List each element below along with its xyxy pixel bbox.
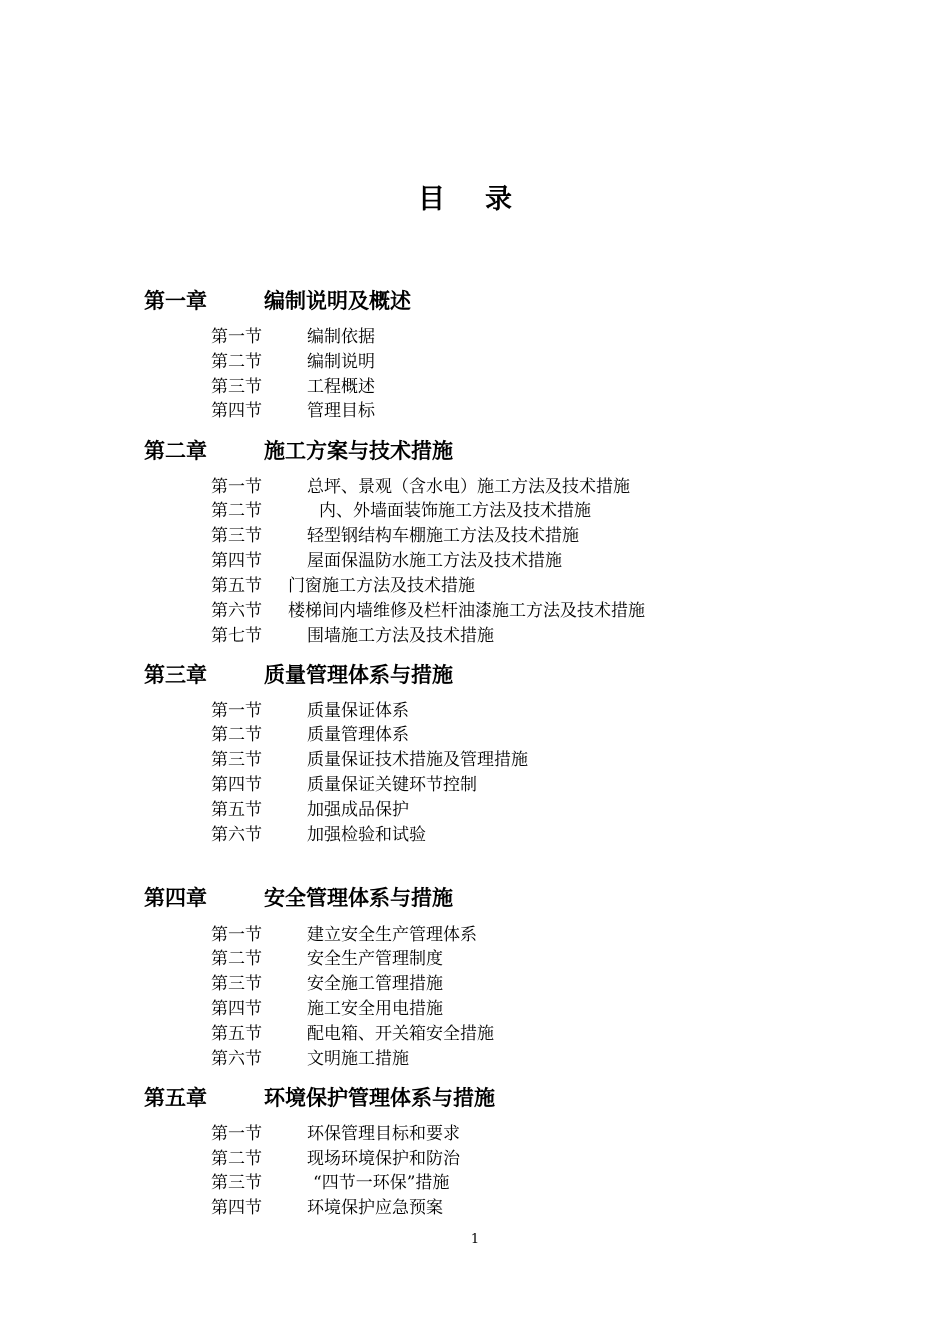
section-number: 第三节	[211, 526, 262, 546]
section-title: 环保管理目标和要求	[307, 1124, 460, 1144]
section-title: 安全施工管理措施	[307, 974, 443, 994]
toc-section[interactable]	[211, 624, 494, 648]
section-title: 内、外墙面装饰施工方法及技术措施	[319, 501, 591, 521]
section-title: 环境保护应急预案	[307, 1198, 443, 1218]
section-title: “四节一环保”措施	[313, 1173, 450, 1193]
section-title: 编制依据	[307, 327, 375, 347]
section-title: 质量保证关键环节控制	[307, 775, 477, 795]
section-title: 施工安全用电措施	[307, 999, 443, 1019]
section-title: 质量保证技术措施及管理措施	[307, 750, 528, 770]
toc-section[interactable]	[211, 549, 562, 573]
section-number: 第二节	[211, 1149, 262, 1169]
section-number: 第五节	[211, 576, 262, 596]
toc-section[interactable]	[211, 947, 443, 971]
toc-section[interactable]	[211, 1196, 443, 1220]
toc-section[interactable]	[211, 375, 375, 399]
section-title: 配电箱、开关箱安全措施	[307, 1024, 494, 1044]
toc-section[interactable]	[211, 1022, 494, 1046]
section-title: 工程概述	[307, 377, 375, 397]
toc-chapter-3[interactable]	[144, 660, 453, 690]
toc-section[interactable]	[211, 748, 528, 772]
toc-section[interactable]	[211, 1122, 460, 1146]
section-number: 第五节	[211, 800, 262, 820]
section-title: 轻型钢结构车棚施工方法及技术措施	[307, 526, 579, 546]
toc-section[interactable]	[211, 773, 477, 797]
toc-section[interactable]	[211, 723, 409, 747]
section-number: 第四节	[211, 999, 262, 1019]
toc-chapter-1[interactable]	[144, 286, 411, 316]
toc-section[interactable]	[211, 823, 426, 847]
section-title: 质量管理体系	[307, 725, 409, 745]
section-number: 第一节	[211, 477, 262, 497]
section-title: 管理目标	[307, 401, 375, 421]
section-number: 第三节	[211, 377, 262, 397]
section-number: 第三节	[211, 750, 262, 770]
toc-chapter-5[interactable]	[144, 1083, 495, 1113]
toc-section[interactable]	[211, 325, 375, 349]
chapter-number: 第五章	[144, 1086, 207, 1110]
section-number: 第二节	[211, 949, 262, 969]
section-title: 加强成品保护	[307, 800, 409, 820]
toc-section[interactable]	[211, 399, 375, 423]
toc-section[interactable]	[211, 499, 591, 523]
chapter-number: 第四章	[144, 886, 207, 910]
chapter-title: 施工方案与技术措施	[264, 439, 453, 463]
section-title: 安全生产管理制度	[307, 949, 443, 969]
section-number: 第三节	[211, 974, 262, 994]
section-number: 第五节	[211, 1024, 262, 1044]
toc-section[interactable]	[211, 524, 579, 548]
section-title: 编制说明	[307, 352, 375, 372]
chapter-title: 环境保护管理体系与措施	[264, 1086, 495, 1110]
section-number: 第二节	[211, 352, 262, 372]
chapter-number: 第二章	[144, 439, 207, 463]
section-title: 现场环境保护和防治	[307, 1149, 460, 1169]
toc-section[interactable]	[211, 923, 477, 947]
chapter-title: 编制说明及概述	[264, 289, 411, 313]
toc-chapter-2[interactable]	[144, 436, 453, 466]
section-title: 加强检验和试验	[307, 825, 426, 845]
toc-section[interactable]	[211, 972, 443, 996]
section-title: 楼梯间内墙维修及栏杆油漆施工方法及技术措施	[288, 601, 645, 621]
toc-section[interactable]	[211, 1047, 409, 1071]
section-title: 总坪、景观（含水电）施工方法及技术措施	[307, 477, 630, 497]
section-number: 第二节	[211, 501, 262, 521]
toc-section[interactable]	[211, 574, 475, 598]
toc-section[interactable]	[211, 599, 645, 623]
section-number: 第二节	[211, 725, 262, 745]
toc-section[interactable]	[211, 475, 630, 499]
section-title: 围墙施工方法及技术措施	[307, 626, 494, 646]
section-title: 质量保证体系	[307, 701, 409, 721]
page-number: 1	[470, 1232, 480, 1247]
section-title: 门窗施工方法及技术措施	[288, 576, 475, 596]
section-number: 第三节	[211, 1173, 262, 1193]
section-number: 第一节	[211, 925, 262, 945]
page-title: 目录	[418, 184, 552, 215]
section-number: 第六节	[211, 1049, 262, 1069]
section-number: 第七节	[211, 626, 262, 646]
toc-section[interactable]	[211, 699, 409, 723]
chapter-title: 质量管理体系与措施	[264, 663, 453, 687]
toc-section[interactable]	[211, 350, 375, 374]
chapter-number: 第三章	[144, 663, 207, 687]
section-number: 第六节	[211, 601, 262, 621]
section-number: 第四节	[211, 1198, 262, 1218]
toc-section[interactable]	[211, 1171, 449, 1195]
section-number: 第一节	[211, 701, 262, 721]
section-number: 第四节	[211, 775, 262, 795]
section-number: 第四节	[211, 401, 262, 421]
section-number: 第一节	[211, 1124, 262, 1144]
chapter-number: 第一章	[144, 289, 207, 313]
toc-section[interactable]	[211, 1147, 460, 1171]
section-number: 第一节	[211, 327, 262, 347]
section-number: 第四节	[211, 551, 262, 571]
toc-section[interactable]	[211, 798, 409, 822]
chapter-title: 安全管理体系与措施	[264, 886, 453, 910]
section-number: 第六节	[211, 825, 262, 845]
section-title: 文明施工措施	[307, 1049, 409, 1069]
toc-chapter-4[interactable]	[144, 883, 453, 913]
toc-section[interactable]	[211, 997, 443, 1021]
section-title: 建立安全生产管理体系	[307, 925, 477, 945]
section-title: 屋面保温防水施工方法及技术措施	[307, 551, 562, 571]
